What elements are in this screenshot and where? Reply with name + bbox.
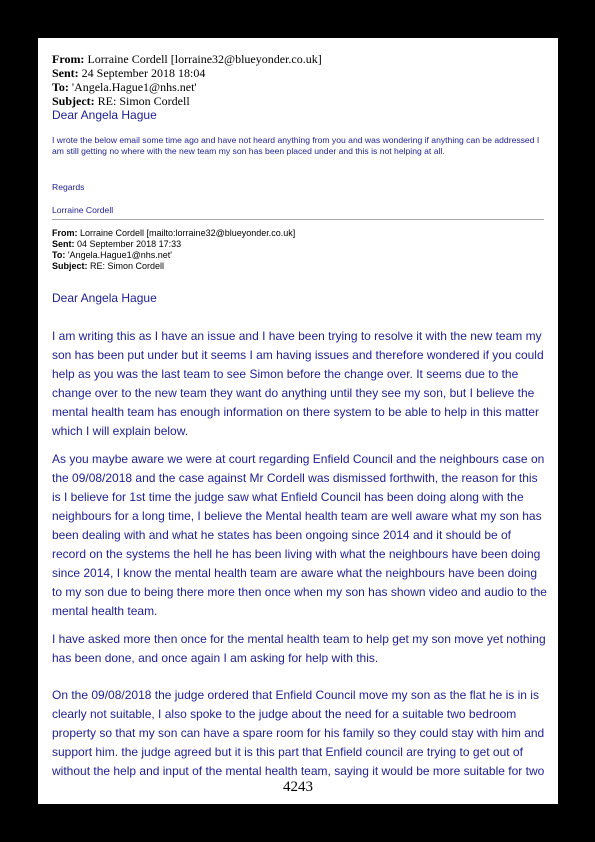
page-number: 4243: [283, 779, 313, 795]
quoted-paragraph: On the 09/08/2018 the judge ordered that Enfield Council move my son as the flat he is in is clearly not suitable, I also spoke to the judge about the need for a suitable two bedroom property so that my son can have a spare room for his family so they could stay with him and support him. the judge agreed but it is this part that Enfield council are trying to get out of without the help and input of the mental health team, saying it would be more suitable for two: [52, 688, 545, 778]
quoted-greeting: Dear Angela Hague: [52, 291, 157, 305]
quoted-sent-value: 04 September 2018 17:33: [77, 239, 182, 249]
quoted-email-header: [52, 228, 552, 272]
email-body-text: I wrote the below email some time ago and have not heard anything from you and was wondering if anything can be addressed I am still getting no where with the new team my son has been placed under and this is not helping at all.: [52, 135, 540, 156]
subject-label: Subject:: [52, 94, 95, 108]
closing-text: Regards: [52, 182, 85, 192]
from-value: Lorraine Cordell [lorraine32@blueyonder.co.uk]: [87, 52, 322, 66]
to-value: 'Angela.Hague1@nhs.net': [71, 80, 197, 94]
email-header: [52, 52, 552, 108]
quoted-paragraph: As you maybe aware we were at court regarding Enfield Council and the neighbours case on the 09/08/2018 and the case against Mr Cordell was dismissed forthwith, the reason for this is I believe for 1st time the judge saw what Enfield Council has been doing along with the neighbours for a long time, I believe the Mental health team are well aware what my son has been dealing with and what he states has been ongoing since 2014 and it should be of record on the systems the hell he has been living with what the neighbours have been doing since 2014, I know the mental health team are aware what the neighbours have been doing to my son due to being there more then once when my son has shown video and audio to the mental health team.: [52, 452, 547, 618]
quoted-paragraph: I have asked more then once for the mental health team to help get my son move yet nothing has been done, and once again I am asking for help with this.: [52, 632, 546, 665]
quoted-subject-value: RE: Simon Cordell: [90, 261, 165, 271]
signature-text: Lorraine Cordell: [52, 205, 114, 215]
quoted-from-label: From:: [52, 228, 78, 238]
greeting: Dear Angela Hague: [52, 108, 157, 122]
sent-value: 24 September 2018 18:04: [81, 66, 206, 80]
quoted-to-value: 'Angela.Hague1@nhs.net': [67, 250, 172, 260]
quoted-subject-label: Subject:: [52, 261, 88, 271]
quoted-paragraph: I am writing this as I have an issue and I have been trying to resolve it with the new team my son has been put under but it seems I am having issues and therefore wondered if you could help as you was the last team to see Simon before the change over. It seems due to the change over to the new team they want do anything until they see my son, but I believe the mental health team has enough information on there system to be able to help in this matter which I will explain below.: [52, 329, 544, 438]
quoted-sent-label: Sent:: [52, 239, 75, 249]
subject-value: RE: Simon Cordell: [97, 94, 190, 108]
from-label: From:: [52, 52, 85, 66]
quoted-from-value: Lorraine Cordell [mailto:lorraine32@blueyonder.co.uk]: [80, 228, 296, 238]
sent-label: Sent:: [52, 66, 79, 80]
document-page: [38, 38, 558, 804]
divider: [52, 219, 544, 220]
to-label: To:: [52, 80, 69, 94]
quoted-to-label: To:: [52, 250, 66, 260]
